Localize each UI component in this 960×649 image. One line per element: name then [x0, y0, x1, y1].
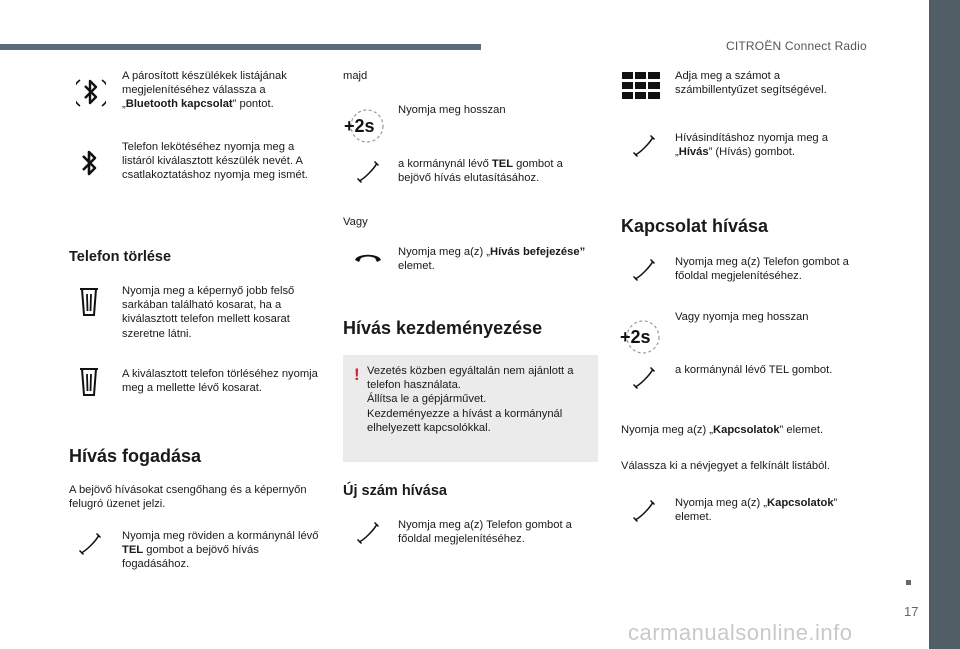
- paragraph-trash-delete: A kiválasztott telefon törléséhez nyomja meg a mellette lévő kosarat.: [122, 368, 318, 395]
- hang-up-icon: [353, 250, 383, 264]
- page-marker: [906, 580, 911, 585]
- paragraph-contacts: Nyomja meg a(z) „Kapcsolatok” elemet.: [621, 424, 824, 436]
- label-vagy: Vagy: [343, 216, 368, 228]
- phone-icon: [356, 160, 380, 184]
- warning-notice: [343, 355, 598, 462]
- heading-call-contact: Kapcsolat hívása: [621, 216, 769, 236]
- bluetooth-icon: [80, 146, 100, 182]
- paragraph-answer-call: Nyomja meg röviden a kormánynál lévő TEL gombot a bejövő hívás fogadásához.: [122, 530, 319, 571]
- paragraph-start-call: Hívásindításhoz nyomja meg a „Hívás” (Hívás) gombot.: [675, 132, 828, 159]
- paragraph-incoming-call: A bejövő hívásokat csengőhang és a képernyőn felugró üzenet jelzi.: [69, 484, 307, 511]
- heading-new-number: Új szám hívása: [343, 483, 447, 499]
- paragraph-long-press: Nyomja meg hosszan: [398, 104, 506, 116]
- paragraph-contacts-2: Nyomja meg a(z) „Kapcsolatok” elemet.: [675, 497, 838, 524]
- paragraph-phone-home: Nyomja meg a(z) Telefon gombot a főoldal megjelenítéséhez.: [398, 519, 572, 546]
- phone-icon: [632, 366, 656, 390]
- trash-icon: [78, 287, 100, 317]
- long-press-icon: [344, 108, 386, 144]
- phone-icon: [356, 521, 380, 545]
- warning-icon: !: [354, 365, 360, 384]
- bluetooth-scan-icon: [76, 75, 106, 111]
- watermark: carmanualsonline.info: [628, 620, 853, 645]
- heading-receive-call: Hívás fogadása: [69, 446, 202, 466]
- paragraph-end-call: Nyomja meg a(z) „Hívás befejezése” elemet.: [398, 246, 586, 273]
- side-strip: [929, 0, 960, 649]
- paragraph-bluetooth-list: A párosított készülékek listájának megjelenítéséhez válassza a „Bluetooth kapcsolat” pontot.: [122, 70, 287, 111]
- paragraph-disconnect: Telefon lekötéséhez nyomja meg a listáról kiválasztott készülék nevét. A csatlakoztatáshoz nyomja meg ismét.: [122, 141, 308, 182]
- keypad-icon: [622, 72, 660, 100]
- paragraph-select-contact: Válassza ki a névjegyet a felkínált listából.: [621, 460, 830, 472]
- phone-icon: [632, 134, 656, 158]
- page-number: 17: [904, 604, 919, 619]
- phone-icon: [632, 499, 656, 523]
- badge-label: +2s: [344, 116, 375, 136]
- phone-icon: [632, 258, 656, 282]
- paragraph-trash-show: Nyomja meg a képernyő jobb felső sarkában található kosarat, ha a kiválasztott telefon mellett kosarat szeretne látni.: [122, 285, 295, 340]
- header-bar: [0, 44, 481, 50]
- warning-text: Vezetés közben egyáltalán nem ajánlott a telefon használata. Állítsa le a gépjárművet. Kezdeményezze a hívást a kormánynál elhelyezett kapcsolókkal.: [367, 365, 574, 434]
- paragraph-phone-home-2: Nyomja meg a(z) Telefon gombot a főoldal megjelenítéséhez.: [675, 256, 849, 283]
- trash-icon: [78, 367, 100, 397]
- paragraph-tel-button: a kormánynál lévő TEL gombot.: [675, 364, 833, 376]
- header-title: CITROËN Connect Radio: [726, 39, 867, 53]
- paragraph-enter-number: Adja meg a számot a számbillentyűzet segítségével.: [675, 70, 827, 97]
- label-majd: majd: [343, 70, 368, 82]
- long-press-icon: [620, 319, 662, 355]
- heading-delete-phone: Telefon törlése: [69, 249, 172, 265]
- paragraph-or-long-press: Vagy nyomja meg hosszan: [675, 311, 809, 323]
- heading-initiate-call: Hívás kezdeményezése: [343, 318, 543, 338]
- phone-icon: [78, 532, 102, 556]
- paragraph-reject-call: a kormánynál lévő TEL gombot a bejövő hívás elutasításához.: [398, 158, 563, 185]
- badge-label: +2s: [620, 327, 651, 347]
